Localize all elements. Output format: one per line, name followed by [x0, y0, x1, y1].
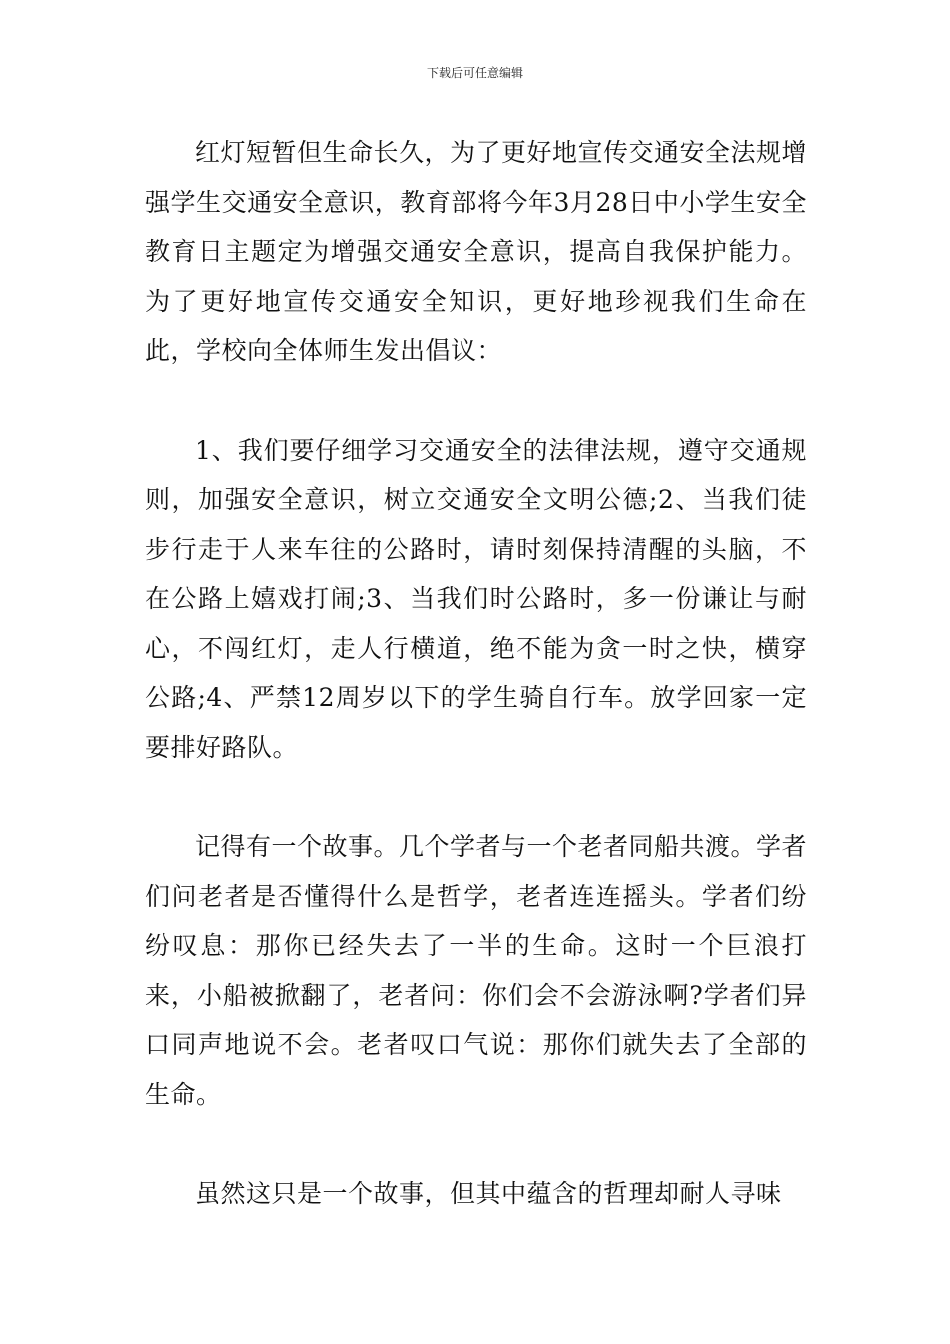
paragraph-story: 记得有一个故事。几个学者与一个老者同船共渡。学者们问老者是否懂得什么是哲学，老者连连摇头。学者们纷纷叹息：那你已经失去了一半的生命。这时一个巨浪打来，小船被掀翻了，老者问：你们会不会游泳啊?学者们异口同声地说不会。老者叹口气说：那你们就失去了全部的生命。	[145, 832, 808, 1109]
page-header: 下载后可任意编辑	[426, 66, 523, 80]
paragraph-story-meaning: 虽然这只是一个故事，但其中蕴含的哲理却耐人寻味	[195, 1179, 782, 1208]
document-body	[145, 128, 807, 1219]
paragraph-safety-rules: 1、我们要仔细学习交通安全的法律法规，遵守交通规则，加强安全意识，树立交通安全文明公德;2、当我们徒步行走于人来车往的公路时，请时刻保持清醒的头脑，不在公路上嬉戏打闹;3、当我们时公路时，多一份谦让与耐心，不闯红灯，走人行横道，绝不能为贪一时之快，横穿公路;4、严禁12周岁以下的学生骑自行车。放学回家一定要排好路队。	[145, 435, 807, 762]
paragraph-traffic-initiative: 红灯短暂但生命长久，为了更好地宣传交通安全法规增强学生交通安全意识，教育部将今年3月28日中小学生安全教育日主题定为增强交通安全意识，提高自我保护能力。为了更好地宣传交通安全知识，更好地珍视我们生命在此，学校向全体师生发出倡议：	[145, 138, 808, 365]
